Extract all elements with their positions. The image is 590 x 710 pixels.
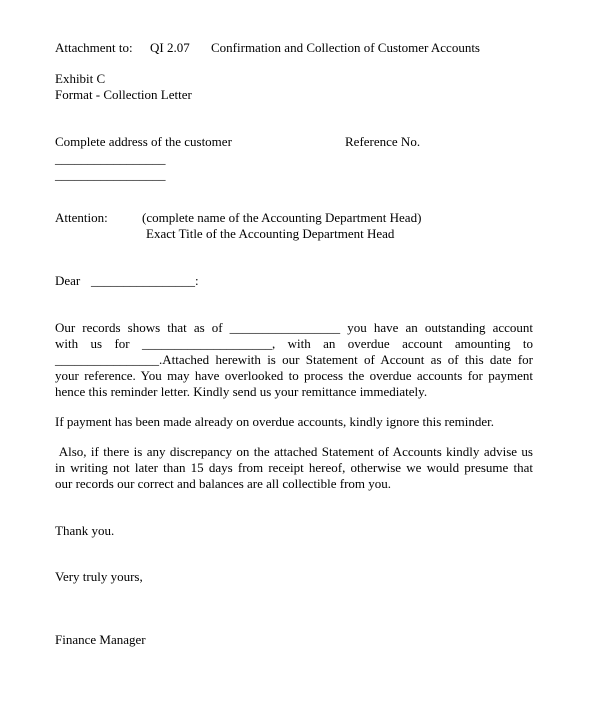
- format-label: Format - Collection Letter: [55, 87, 192, 102]
- paragraph-1-line: your reference. You may have overlooked to process the overdue accounts for payment: [55, 368, 533, 383]
- body-paragraph-3: [55, 444, 533, 492]
- address-blank-line-1: _________________: [55, 151, 166, 166]
- paragraph-1-line: with us for ____________________, with an overdue account amounting to: [55, 336, 533, 351]
- paragraph-1-line: Our records shows that as of _________________ you have an outstanding account: [55, 320, 533, 335]
- salutation-name-blank: ________________:: [91, 273, 199, 288]
- attention-title: Exact Title of the Accounting Department Head: [146, 226, 395, 241]
- paragraph-3-line: Also, if there is any discrepancy on the attached Statement of Accounts kindly advise us: [55, 444, 533, 459]
- signatory-title: Finance Manager: [55, 632, 146, 647]
- salutation-dear: Dear: [55, 273, 81, 288]
- closing-valediction: Very truly yours,: [55, 569, 143, 584]
- document-code: QI 2.07: [150, 40, 190, 55]
- body-paragraph-2: If payment has been made already on overdue accounts, kindly ignore this reminder.: [55, 414, 494, 429]
- paragraph-1-line: hence this reminder letter. Kindly send us your remittance immediately.: [55, 384, 428, 399]
- closing-thanks: Thank you.: [55, 523, 115, 538]
- paragraph-3-line: in writing not later than 15 days from receipt hereof, otherwise we would presume that: [55, 460, 533, 475]
- reference-number-label: Reference No.: [345, 134, 421, 149]
- attachment-label: Attachment to:: [55, 40, 133, 55]
- exhibit-label: Exhibit C: [55, 71, 106, 86]
- paragraph-3-line: our records our correct and balances are all collectible from you.: [55, 476, 392, 491]
- attention-label: Attention:: [55, 210, 108, 225]
- attention-name: (complete name of the Accounting Department Head): [142, 210, 422, 225]
- customer-address-label: Complete address of the customer: [55, 134, 232, 149]
- paragraph-1-line: ________________.Attached herewith is our Statement of Account as of this date for: [55, 352, 533, 367]
- address-blank-line-2: _________________: [55, 167, 166, 182]
- body-paragraph-1: [55, 320, 533, 400]
- document-title: Confirmation and Collection of Customer Accounts: [211, 40, 480, 55]
